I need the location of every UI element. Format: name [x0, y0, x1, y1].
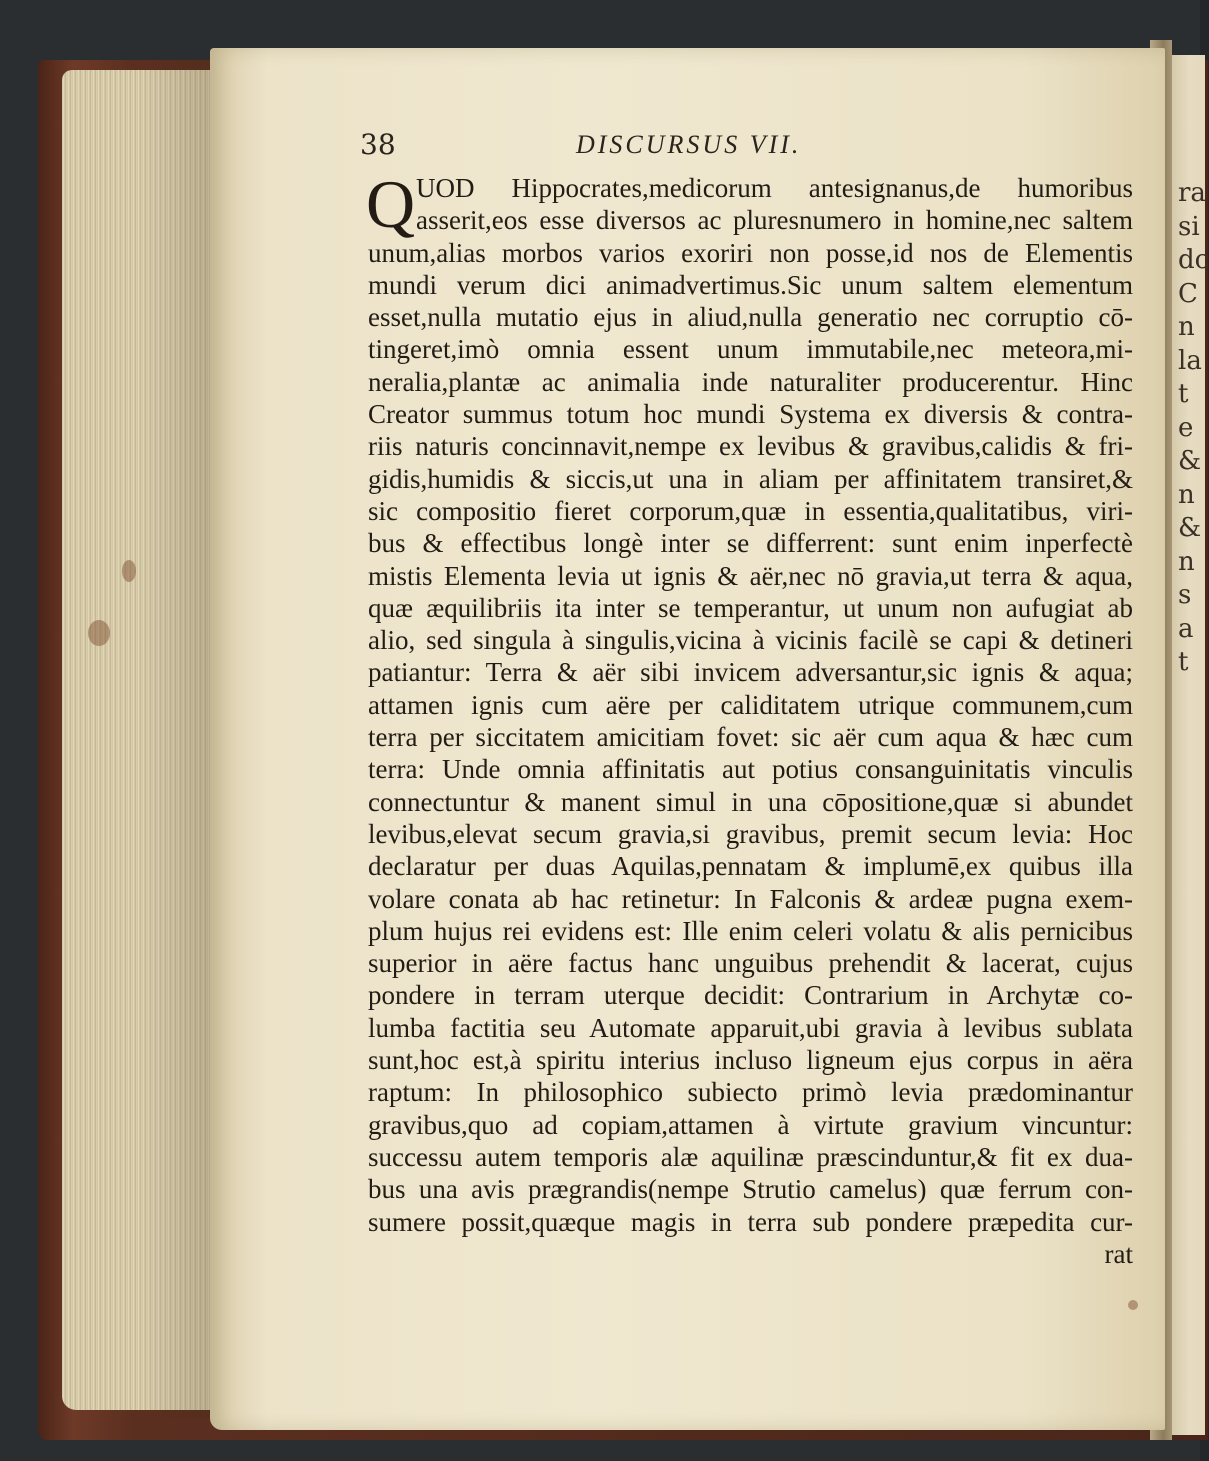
text-line: attamen ignis cum aëre per caliditatem utrique communem,cum — [368, 689, 1133, 720]
text-line: unum,alias morbos varios exoriri non posse,id nos de Elementis — [368, 237, 1133, 268]
text-line: neralia,plantæ ac animalia inde naturaliter producerentur. Hinc — [368, 366, 1133, 397]
text-line: riis naturis concinnavit,nempe ex levibus & gravibus,calidis & fri- — [368, 431, 1133, 462]
facing-page-fragment: n — [1178, 546, 1195, 577]
facing-page-fragment: dc — [1178, 245, 1209, 275]
catchword-block — [368, 1238, 1133, 1270]
text-line: tingeret,imò omnia essent unum immutabile,nec meteora,mi- — [368, 334, 1133, 365]
text-line: mundi verum dici animadvertimus.Sic unum saltem elementum — [368, 269, 1133, 300]
text-line: raptum: In philosophico subiecto primò levia prædominantur — [368, 1077, 1133, 1108]
facing-page-fragment: & — [1178, 446, 1202, 476]
body-text — [366, 166, 1133, 1238]
text-line: UOD Hippocrates,medicorum antesignanus,de humoribus — [416, 173, 1133, 203]
text-line: gravibus,quo ad copiam,attamen à virtute gravium vincuntur: — [368, 1109, 1133, 1140]
text-line: terra: Unde omnia affinitatis aut potius consanguinitatis vinculis — [368, 754, 1133, 785]
text-line: superior in aëre factus hanc unguibus prehendit & lacerat, cujus — [368, 948, 1133, 979]
text-line: esset,nulla mutatio ejus in aliud,nulla generatio nec corruptio cō- — [368, 302, 1133, 333]
text-line: sunt,hoc est,à spiritu interius incluso ligneum ejus corpus in aëra — [368, 1045, 1133, 1076]
text-line: successu autem temporis alæ aquilinæ præscinduntur,& fit ex dua- — [368, 1141, 1133, 1172]
stain — [1128, 1300, 1138, 1310]
text-line: mistis Elementa levia ut ignis & aër,nec nō gravia,ut terra & aqua, — [368, 560, 1133, 591]
text-line: pondere in terram uterque decidit: Contrarium in Archytæ co- — [368, 980, 1133, 1011]
running-title: DISCURSUS VII. — [576, 130, 802, 159]
text-line: sic compositio fieret corporum,quæ in essentia,qualitatibus, viri- — [368, 495, 1133, 526]
text-line: patiantur: Terra & aër sibi invicem adversantur,sic ignis & aqua; — [368, 657, 1133, 688]
text-line: bus & effectibus longè inter se differrent: sunt enim inperfectè — [368, 528, 1133, 559]
text-line: asserit,eos esse diversos ac pluresnumero in homine,nec saltem — [416, 205, 1133, 236]
text-line: volare conata ab hac retinetur: In Falconis & ardeæ pugna exem- — [368, 883, 1133, 914]
facing-page-fragment: C — [1178, 278, 1198, 309]
page-number: 38 — [360, 128, 396, 161]
catchword: rat — [1104, 1239, 1133, 1269]
text-line: levibus,elevat secum gravia,si gravibus, premit secum levia: Hoc — [368, 818, 1133, 849]
facing-page-fragment: n — [1178, 479, 1195, 510]
facing-page-fragment: la — [1178, 345, 1202, 376]
text-line: sumere possit,quæque magis in terra sub pondere præpedita cur- — [368, 1206, 1133, 1237]
facing-page-fragment: n — [1178, 312, 1195, 342]
facing-page-fragment: & — [1178, 513, 1202, 543]
text-line: quæ æquilibriis ita inter se temperantur, ut unum non aufugiat ab — [368, 592, 1133, 623]
text-line: plum hujus rei evidens est: Ille enim celeri volatu & alis pernicibus — [368, 915, 1133, 946]
running-head — [360, 128, 1130, 168]
stain — [122, 560, 136, 582]
drop-capital: Q — [366, 166, 416, 242]
text-line: connectuntur & manent simul in una cōpositione,quæ si abundet — [368, 786, 1133, 817]
facing-page-fragment: t — [1178, 647, 1189, 677]
text-line: alio, sed singula à singulis,vicina à vicinis facilè se capi & detineri — [368, 625, 1133, 656]
facing-page-fragment: s — [1178, 580, 1192, 610]
facing-page-fragment: t — [1178, 379, 1189, 409]
text-line: bus una avis prægrandis(nempe Strutio camelus) quæ ferrum con- — [368, 1174, 1133, 1205]
facing-page-fragment: a — [1178, 613, 1194, 644]
facing-page-fragment: si — [1178, 211, 1200, 242]
facing-page-fragment: ra — [1178, 178, 1206, 208]
stain — [88, 620, 110, 646]
text-line: terra per siccitatem amicitiam fovet: sic aër cum aqua & hæc cum — [368, 722, 1133, 753]
facing-page-fragment: e — [1178, 412, 1194, 443]
text-line: Creator summus totum hoc mundi Systema ex diversis & contra- — [368, 399, 1133, 430]
text-line: gidis,humidis & siccis,ut una in aliam per affinitatem transiret,& — [368, 463, 1133, 494]
text-line: declaratur per duas Aquilas,pennatam & implumē,ex quibus illa — [368, 851, 1133, 882]
text-line: lumba factitia seu Automate apparuit,ubi gravia à levibus sublata — [368, 1012, 1133, 1043]
